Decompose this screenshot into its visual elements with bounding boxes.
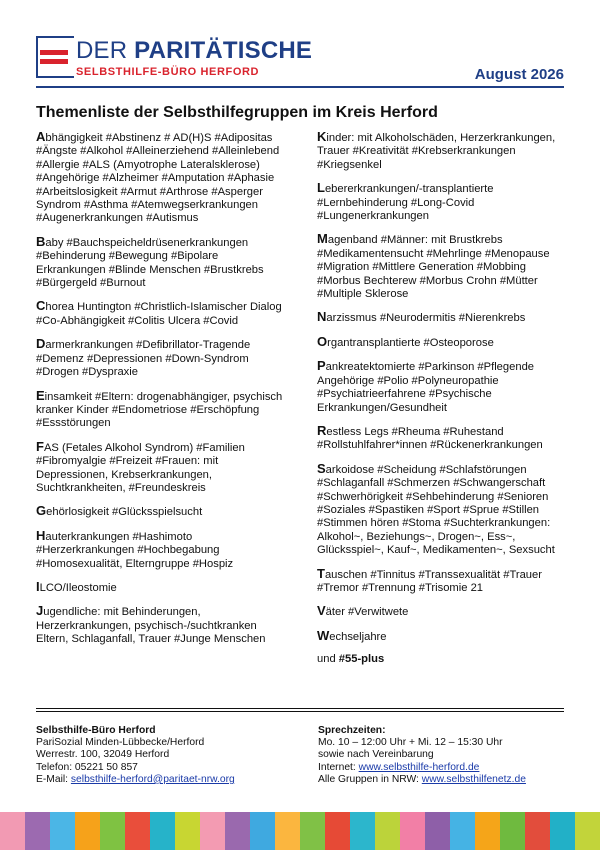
closing-prefix: und [317,653,339,666]
topic-initial: M [317,231,328,247]
topic-text: bhängigkeit #Abstinenz # AD(H)S #Adipositas #Ängste #Alkohol #Alleinerziehend #Alleinlebend #Allergie #ALS (Amyotrophe Lateralsklerose) #Angehörige #Alzheimer #Amputation #Aphasie #Arbeitslosigkeit #Armut #Arthrose #Asperger Syndrom #Asthma #Atemwegserkrankungen #Augenerkrankungen #Autismus [36,132,280,225]
topic-entry [36,337,284,379]
topic-text: agenband #Männer: mit Brustkrebs #Medikamentensucht #Mehrlinge #Menopause #Migration #Mittlere Generation #Mobbing #Morbus Bechterew #Morbus Crohn #Mütter #Multiple Sklerose [317,234,550,301]
topic-initial: E [36,387,45,403]
topic-text: estless Legs #Rheuma #Ruhestand #Rollstuhlfahrer*innen #Rückenerkrankungen [317,425,543,452]
topic-entry [36,440,284,496]
topic-initial: A [36,129,46,144]
topic-initial: K [317,129,327,144]
logo-subtitle: SELBSTHILFE-BÜRO HERFORD [76,66,260,78]
topic-initial: L [317,180,325,196]
stripe-segment [0,812,25,850]
stripe-segment [325,812,350,850]
topics-column-left [36,130,284,656]
topic-initial: V [317,603,326,619]
topic-initial: R [317,422,327,438]
groups-line: Alle Gruppen in NRW: www.selbsthilfenetz.de [318,773,526,785]
stripe-segment [300,812,325,850]
topic-entry [317,130,565,172]
office-hours [318,725,568,786]
topic-text: aby #Bauchspeicheldrüsenerkrankungen #Behinderung #Bewegung #Bipolare Erkrankungen #Blinde Menschen #Brustkrebs #Bürgergeld #Burnout [36,236,264,290]
topic-text: auterkrankungen #Hashimoto #Herzerkrankungen #Hochbegabung #Homosexualität, Elterngruppe #Hospiz [36,530,234,570]
header-rule [36,86,564,88]
topic-entry [317,462,565,558]
stripe-segment [400,812,425,850]
stripe-segment [225,812,250,850]
topic-text: arkoidose #Scheidung #Schlafstörungen #Schlaganfall #Schmerzen #Schwangerschaft #Schwerhörigkeit #Sehbehinderung #Senioren #Soziales #Spastiken #Sport #Sprue #Stillen #Stimmen hören #Stoma #Suchterkrankungen: Alkohol~, Beziehungs~, Drogen~, Ess~, Glücksspiel~, Kauf~, Medikamenten~, Sexsucht [317,463,555,557]
office-email-line: E-Mail: selbsthilfe-herford@paritaet-nrw.org [36,773,235,785]
hours-times: Mo. 10 – 12:00 Uhr + Mi. 12 – 15:30 Uhr [318,737,503,749]
topic-initial: W [317,627,330,643]
topic-text: rgantransplantierte #Osteoporose [327,336,494,349]
office-phone: Telefon: 05221 50 857 [36,761,138,773]
topic-entry [317,604,565,619]
topic-initial: B [36,233,46,249]
stripe-segment [250,812,275,850]
topic-initial: N [317,309,327,325]
topic-text: horea Huntington #Christlich-Islamischer Dialog #Co-Abhängigkeit #Colitis Ulcera #Covid [36,301,282,327]
topic-entry [317,335,565,350]
topic-text: AS (Fetales Alkohol Syndrom) #Familien #Fibromyalgie #Freizeit #Frauen: mit Depressionen, Krebserkrankungen, Suchtkrankheiten, #Freundeskreis [36,441,245,494]
stripe-segment [375,812,400,850]
stripe-segment [25,812,50,850]
closing-tag: #55-plus [338,653,385,666]
topic-text: echseljahre [329,630,387,643]
topic-entry [317,181,565,223]
topic-text: armerkrankungen #Defibrillator-Tragende #Demenz #Depressionen #Down-Syndrom #Drogen #Dyspraxie [36,339,251,379]
stripe-segment [175,812,200,850]
topic-entry [317,359,565,415]
topic-initial: G [36,503,47,519]
topic-text: auschen #Tinnitus #Transsexualität #Trauer #Tremor #Trennung #Trisomie 21 [317,568,542,594]
page-title: Themenliste der Selbsthilfegruppen im Kreis Herford [36,104,438,121]
topic-initial: S [317,460,326,476]
paritaetische-logo [36,36,313,82]
topic-initial: F [36,438,44,454]
topic-text: insamkeit #Eltern: drogenabhängiger, psychisch kranker Kinder #Endometriose #Erschöpfung #Essstörungen [36,390,283,430]
topic-text: ehörlosigkeit #Glücksspielsucht [46,506,203,519]
topic-text: äter #Verwitwete [325,606,409,619]
topic-text: ankreatektomierte #Parkinson #Pflegende Angehörige #Polio #Polyneuropathie #Psychiatrieerfahrene #Psychische Erkrankungen/Gesundheit [317,361,535,414]
stripe-segment [150,812,175,850]
issue-date: August 2026 [474,66,564,83]
topics-column-right [317,130,565,676]
topic-entry [317,424,565,453]
logo-mark-icon [36,36,74,78]
groups-link[interactable]: www.selbsthilfenetz.de [421,773,526,785]
website-link[interactable]: www.selbsthilfe-herford.de [358,761,480,773]
topic-entry [317,232,565,301]
topic-initial: D [36,336,46,352]
topic-entry [36,604,284,646]
topic-text: LCO/Ileostomie [39,581,117,594]
hours-heading: Sprechzeiten: [318,725,386,736]
stripe-segment [475,812,500,850]
office-name: Selbsthilfe-Büro Herford [36,725,156,736]
topic-entry [36,235,284,291]
stripe-segment [125,812,150,850]
stripe-segment [575,812,600,850]
topic-initial: T [317,565,325,581]
office-contact [36,725,306,786]
topic-text: ebererkrankungen/-transplantierte #Lernbehinderung #Long-Covid #Lungenerkrankungen [317,183,494,223]
topic-entry [36,299,284,328]
topic-initial: J [36,603,44,619]
topic-text: arzissmus #Neurodermitis #Nierenkrebs [326,312,526,325]
footer-divider [36,708,564,712]
email-link[interactable]: selbsthilfe-herford@paritaet-nrw.org [70,773,235,785]
stripe-segment [200,812,225,850]
office-address: Werrestr. 100, 32049 Herford [36,749,170,761]
topic-initial: O [317,333,328,349]
topic-text: ugendliche: mit Behinderungen, Herzerkrankungen, psychisch-/suchtkranken Eltern, Schlaganfall, Trauer #Junge Menschen [36,606,266,646]
topic-text: inder: mit Alkoholschäden, Herzerkrankungen, Trauer #Kreativität #Krebserkrankungen #Kriegsenkel [317,132,556,171]
topic-entry [36,529,284,571]
stripe-segment [100,812,125,850]
stripe-segment [275,812,300,850]
topic-entry [317,629,565,644]
topic-initial: C [36,298,46,314]
topic-entry [317,310,565,325]
closing-line [317,653,565,666]
stripe-segment [550,812,575,850]
topic-entry [36,389,284,431]
topic-initial: P [317,358,326,374]
topic-entry [317,567,565,596]
stripe-segment [425,812,450,850]
internet-line: Internet: www.selbsthilfe-herford.de [318,761,480,773]
stripe-segment [350,812,375,850]
stripe-segment [75,812,100,850]
topic-initial: I [36,578,40,594]
topic-entry [36,580,284,595]
color-stripe [0,812,600,850]
stripe-segment [525,812,550,850]
stripe-segment [500,812,525,850]
stripe-segment [450,812,475,850]
hours-appointment: sowie nach Vereinbarung [318,749,434,761]
stripe-segment [50,812,75,850]
office-org: PariSozial Minden-Lübbecke/Herford [36,737,205,749]
topic-entry [36,130,284,226]
logo-title: DER PARITÄTISCHE [76,37,313,64]
topic-entry [36,504,284,519]
topic-initial: H [36,527,46,543]
